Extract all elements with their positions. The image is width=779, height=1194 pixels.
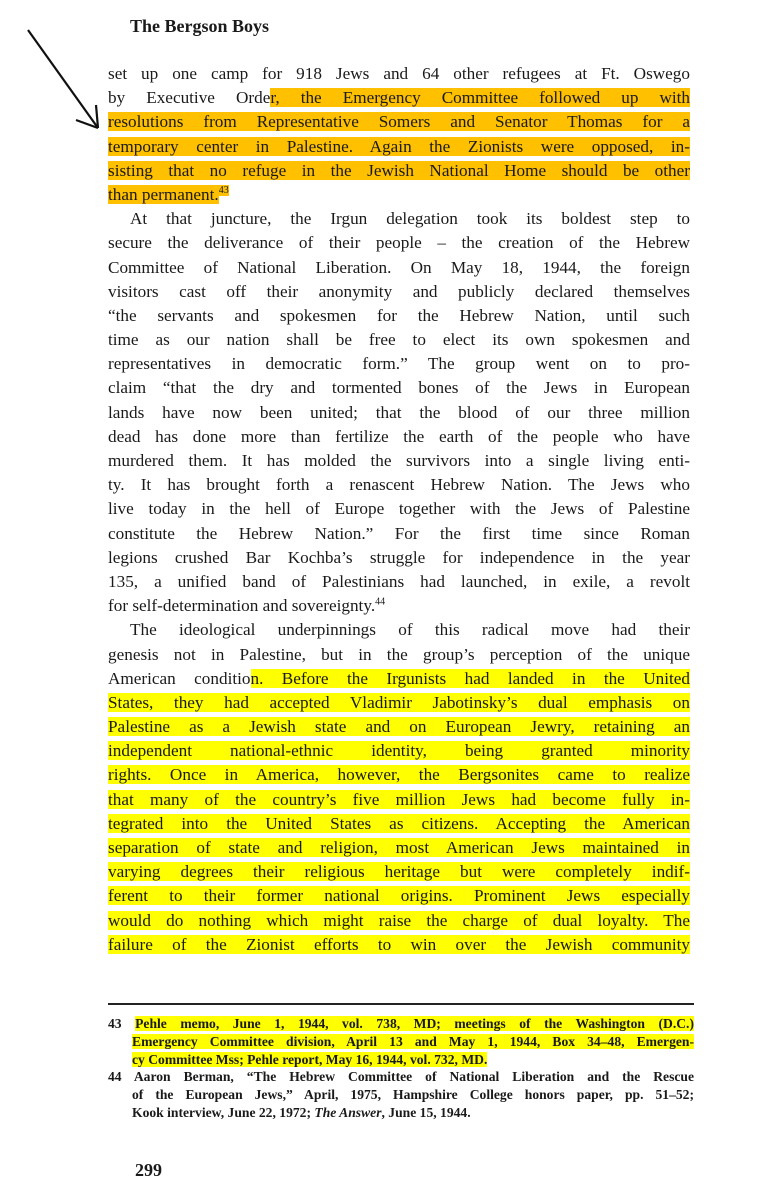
body-line <box>108 207 690 231</box>
running-head: The Bergson Boys <box>130 16 270 36</box>
highlighted-text: Palestine as a Jewish state and on European Jewry, retaining an <box>108 717 690 737</box>
body-text <box>108 62 690 957</box>
text-run: murdered them. It has molded the survivors into a single living enti- <box>108 451 690 470</box>
footnote-line <box>108 1015 694 1033</box>
body-line <box>108 715 690 739</box>
text-run: claim “that the dry and tormented bones of the Jews in European <box>108 378 690 398</box>
highlighted-text: temporary center in Palestine. Again the Zionists were opposed, in- <box>108 136 690 156</box>
text-run: constitute the Hebrew Nation.” For the first time since Roman <box>108 523 690 543</box>
text-run: live today in the hell of Europe together with the Jews of Palestine <box>108 499 690 519</box>
text-run: visitors cast off their anonymity and publicly declared themselves <box>108 281 690 301</box>
text-run: Committee of National Liberation. On May 18, 1944, the foreign <box>108 257 690 277</box>
highlighted-text: than permanent. <box>108 184 219 204</box>
text-run: dead has done more than fertilize the earth of the people who have <box>108 426 690 446</box>
body-line <box>108 183 690 207</box>
highlighted-text: varying degrees their religious heritage but were completely indif- <box>108 862 690 882</box>
body-line <box>108 643 690 667</box>
body-line <box>108 86 690 110</box>
body-line <box>108 159 690 183</box>
footnote-ref: 44 <box>375 596 386 608</box>
text-run: lands have now been united; that the blood of our three million <box>108 402 690 422</box>
body-line <box>108 860 690 884</box>
body-line <box>108 909 690 933</box>
body-line <box>108 352 690 376</box>
highlighted-text: separation of state and religion, most American Jews maintained in <box>108 838 690 857</box>
body-line <box>108 62 690 86</box>
body-line <box>108 546 690 570</box>
text-run: 135, a unified band of Palestinians had launched, in exile, a revolt <box>108 571 690 591</box>
footnote-line <box>108 1068 694 1086</box>
text-run: ty. It has brought forth a renascent Hebrew Nation. The Jews who <box>108 475 690 495</box>
highlighted-text: Emergency Committee division, April 13 and May 1, 1944, Box 34–48, Emergen- <box>132 1033 694 1049</box>
text-run: 44 Aaron Berman, “The Hebrew Committee of National Liberation and the Rescue <box>108 1069 694 1085</box>
text-run: secure the deliverance of their people – the creation of the Hebrew <box>108 233 690 253</box>
body-line <box>108 231 690 255</box>
footnote-line <box>108 1051 694 1069</box>
text-run: At that juncture, the Irgun delegation took its boldest step to <box>130 209 690 229</box>
body-line <box>108 328 690 352</box>
body-line <box>108 812 690 836</box>
text-run: set up one camp for 918 Jews and 64 other refugees at Ft. Oswego <box>108 64 690 83</box>
highlighted-text: cy Committee Mss; Pehle report, May 16, 1944, vol. 732, MD. <box>132 1051 488 1067</box>
highlighted-text: would do nothing which might raise the charge of dual loyalty. The <box>108 910 690 930</box>
body-line <box>108 618 690 642</box>
body-line <box>108 280 690 304</box>
highlighted-text: rights. Once in America, however, the Bergsonites came to realize <box>108 765 690 785</box>
highlighted-text: failure of the Zionist efforts to win over the Jewish community <box>108 934 690 954</box>
body-line <box>108 304 690 328</box>
body-line <box>108 376 690 400</box>
highlighted-text: independent national-ethnic identity, being granted minority <box>108 741 690 761</box>
highlighted-text: Pehle memo, June 1, 1944, vol. 738, MD; meetings of the Washington (D.C.) <box>135 1016 694 1031</box>
body-line <box>108 110 690 134</box>
footnotes <box>108 1015 694 1122</box>
footnote-rule <box>108 1003 694 1005</box>
text-run: legions crushed Bar Kochba’s struggle for independence in the year <box>108 547 690 567</box>
footnote-ref: 43 <box>218 185 229 197</box>
text-run: representatives in democratic form.” The group went on to pro- <box>108 354 690 374</box>
text-run: for self-determination and sovereignty. <box>108 596 376 616</box>
text-run: by Executive Orde <box>108 88 271 108</box>
body-line <box>108 667 690 691</box>
body-line <box>108 836 690 860</box>
text-run: “the servants and spokesmen for the Hebrew Nation, until such <box>108 305 690 325</box>
text-run: The Answer <box>314 1104 382 1120</box>
body-line <box>108 401 690 425</box>
highlighted-text: resolutions from Representative Somers and Senator Thomas for a <box>108 112 690 132</box>
page-number: 299 <box>135 1160 162 1180</box>
body-line <box>108 739 690 763</box>
text-run: The ideological underpinnings of this radical move had their <box>130 620 690 640</box>
text-run: , June 15, 1944. <box>381 1104 471 1120</box>
highlighted-text: sisting that no refuge in the Jewish National Home should be other <box>108 160 690 180</box>
body-line <box>108 570 690 594</box>
footnote-line <box>108 1033 694 1051</box>
text-run: American conditio <box>108 668 251 688</box>
annotation-arrow-icon <box>0 0 110 140</box>
text-run: genesis not in Palestine, but in the group’s perception of the unique <box>108 644 690 664</box>
body-line <box>108 497 690 521</box>
highlighted-text: r, the Emergency Committee followed up with <box>270 88 690 108</box>
body-line <box>108 594 690 618</box>
body-line <box>108 135 690 159</box>
body-line <box>108 425 690 449</box>
body-line <box>108 763 690 787</box>
highlighted-text: tegrated into the United States as citizens. Accepting the American <box>108 813 690 833</box>
body-line <box>108 473 690 497</box>
body-line <box>108 933 690 957</box>
body-line <box>108 788 690 812</box>
highlighted-text: n. Before the Irgunists had landed in the United <box>250 668 690 688</box>
footnote-line <box>108 1104 694 1122</box>
body-line <box>108 449 690 473</box>
highlighted-text: that many of the country’s five million Jews had become fully in- <box>108 789 690 809</box>
text-run: 43 <box>108 1016 136 1031</box>
footnote-line <box>108 1086 694 1104</box>
text-run: time as our nation shall be free to elect its own spokesmen and <box>108 330 690 350</box>
body-line <box>108 884 690 908</box>
body-line <box>108 256 690 280</box>
text-run: of the European Jews,” April, 1975, Hampshire College honors paper, pp. 51–52; <box>132 1087 694 1103</box>
highlighted-text: ferent to their former national origins. Prominent Jews especially <box>108 886 690 906</box>
body-line <box>108 522 690 546</box>
highlighted-text: States, they had accepted Vladimir Jabotinsky’s dual emphasis on <box>108 692 690 712</box>
body-line <box>108 691 690 715</box>
text-run: Kook interview, June 22, 1972; <box>132 1104 315 1120</box>
